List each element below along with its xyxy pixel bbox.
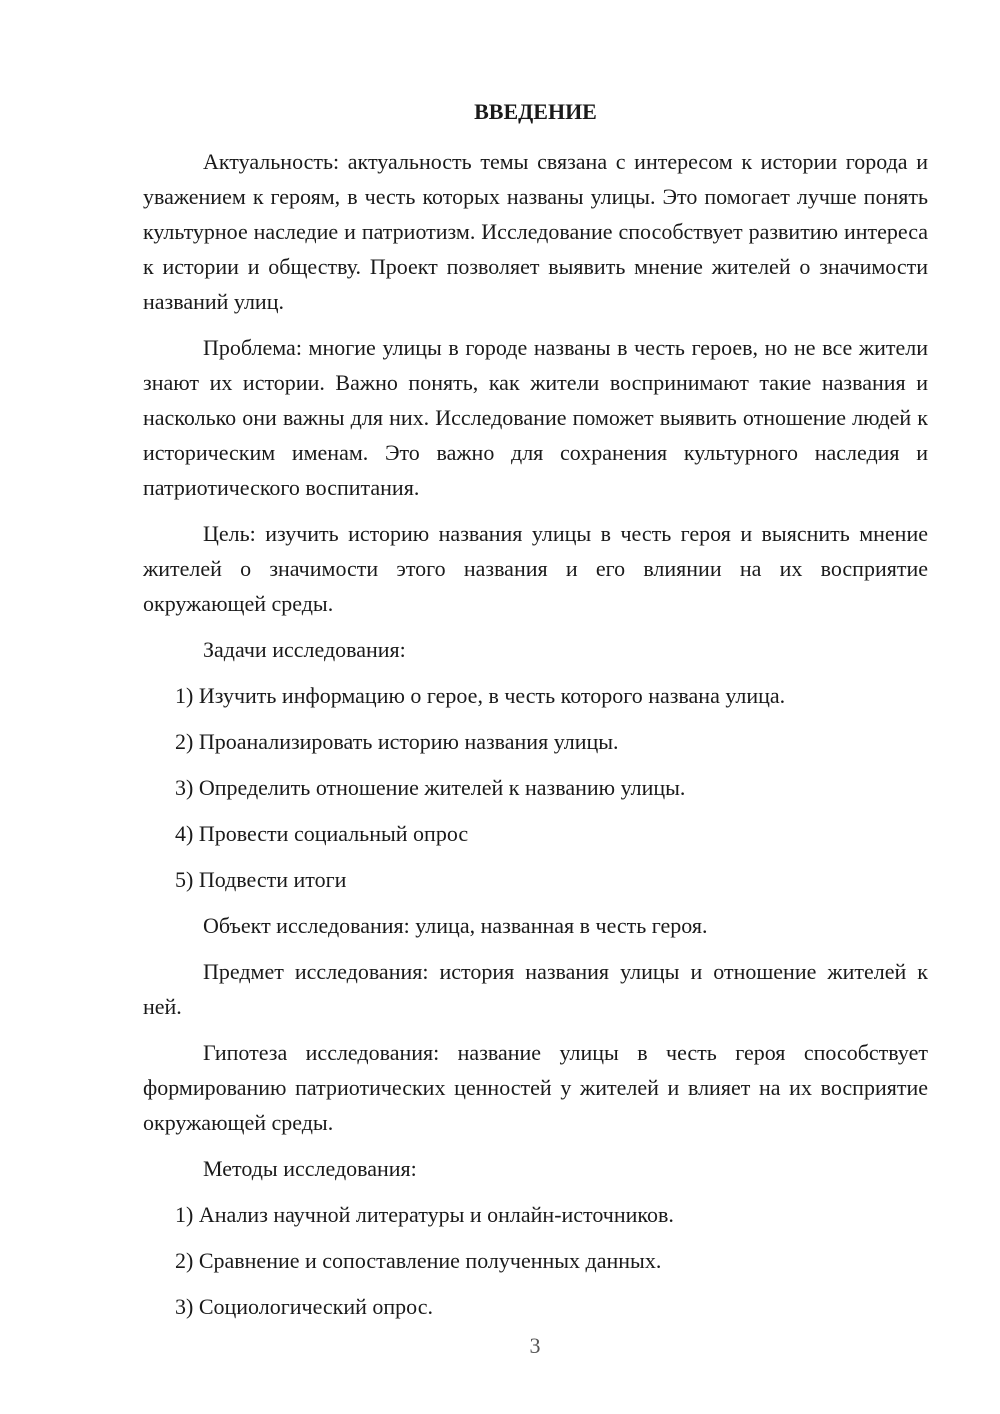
task-item: 3) Определить отношение жителей к названию улицы. — [175, 775, 686, 800]
relevance-paragraph: Актуальность: актуальность темы связана с интересом к истории города и уважением к героям, в честь которых названы улицы. Это помогает лучше понять культурное наследие и патриотизм. Исследование способствует развитию интереса к истории и обществу. Проект позволяет выявить мнение жителей о значимости названий улиц. — [143, 149, 928, 314]
method-item: 3) Социологический опрос. — [175, 1294, 433, 1319]
tasks-heading: Задачи исследования: — [203, 637, 406, 662]
task-item: 2) Проанализировать историю названия улицы. — [175, 729, 619, 754]
problem-paragraph: Проблема: многие улицы в городе названы в честь героев, но не все жители знают их истории. Важно понять, как жители воспринимают такие названия и насколько они важны для них. Исследование поможет выявить отношение людей к историческим именам. Это важно для сохранения культурного наследия и патриотического воспитания. — [143, 335, 928, 500]
page-content — [143, 94, 928, 1335]
task-item: 5) Подвести итоги — [175, 867, 347, 892]
method-item: 1) Анализ научной литературы и онлайн-источников. — [175, 1202, 674, 1227]
goal-paragraph: Цель: изучить историю названия улицы в честь героя и выяснить мнение жителей о значимости этого названия и его влиянии на их восприятие окружающей среды. — [143, 521, 928, 616]
object-paragraph: Объект исследования: улица, названная в честь героя. — [203, 913, 708, 938]
hypothesis-paragraph: Гипотеза исследования: название улицы в честь героя способствует формированию патриотических ценностей у жителей и влияет на их восприятие окружающей среды. — [143, 1040, 928, 1135]
page-number: 3 — [529, 1333, 541, 1358]
methods-heading: Методы исследования: — [203, 1156, 417, 1181]
task-item: 1) Изучить информацию о герое, в честь которого названа улица. — [175, 683, 786, 708]
subject-paragraph: Предмет исследования: история названия улицы и отношение жителей к ней. — [143, 959, 928, 1019]
task-item: 4) Провести социальный опрос — [175, 821, 469, 846]
method-item: 2) Сравнение и сопоставление полученных данных. — [175, 1248, 662, 1273]
section-title: ВВЕДЕНИЕ — [474, 99, 597, 124]
